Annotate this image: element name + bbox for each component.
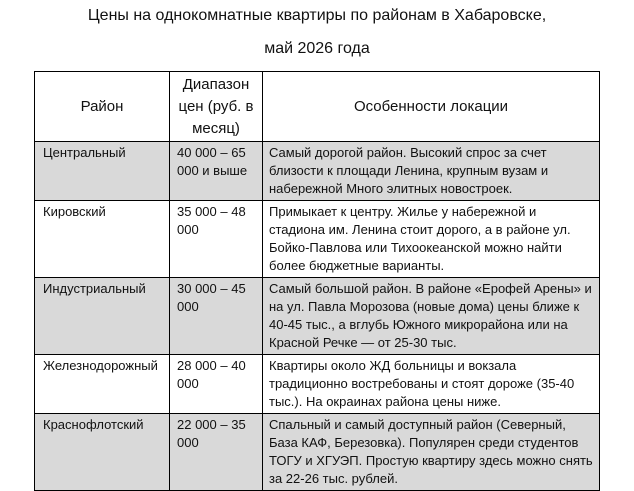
features-cell: Квартиры около ЖД больницы и вокзала традиционно востребованы и стоят дороже (35-40 тыс.). На окраинах района цены ниже. (263, 355, 600, 414)
price-cell: 28 000 – 40 000 (170, 355, 263, 414)
features-cell: Самый дорогой район. Высокий спрос за счет близости к площади Ленина, крупным вузам и набережной Много элитных новостроек. (263, 142, 600, 201)
features-cell: Самый большой район. В районе «Ерофей Арены» и на ул. Павла Морозова (новые дома) цены ближе к 40-45 тыс., а вглубь Южного микрорайона или на Красной Речке — от 25-30 тыс. (263, 278, 600, 355)
table-row (35, 414, 600, 491)
price-cell: 35 000 – 48 000 (170, 201, 263, 278)
district-cell: Индустриальный (35, 278, 170, 355)
table-row (35, 355, 600, 414)
table-row (35, 278, 600, 355)
header-features: Особенности локации (263, 72, 600, 142)
document-title-line-1: Цены на однокомнатные квартиры по районам в Хабаровске, (87, 7, 547, 24)
district-cell: Кировский (35, 201, 170, 278)
price-cell: 30 000 – 45 000 (170, 278, 263, 355)
prices-table (34, 71, 600, 491)
features-cell: Примыкает к центру. Жилье у набережной и стадиона им. Ленина стоит дорого, а в районе ул. Бойко-Павлова или Тихоокеанской можно найти более бюджетные варианты. (263, 201, 600, 278)
district-cell: Краснофлотский (35, 414, 170, 491)
price-cell: 22 000 – 35 000 (170, 414, 263, 491)
header-district: Район (35, 72, 170, 142)
document-title-line-2: май 2026 года (264, 40, 370, 57)
table-row (35, 201, 600, 278)
header-price: Диапазон цен (руб. в месяц) (170, 72, 263, 142)
features-cell: Спальный и самый доступный район (Северный, База КАФ, Березовка). Популярен среди студентов ТОГУ и ХГУЭП. Простую квартиру здесь можно снять за 22-26 тыс. рублей. (263, 414, 600, 491)
district-cell: Центральный (35, 142, 170, 201)
table-row (35, 142, 600, 201)
price-cell: 40 000 – 65 000 и выше (170, 142, 263, 201)
table-header-row (35, 72, 600, 142)
district-cell: Железнодорожный (35, 355, 170, 414)
